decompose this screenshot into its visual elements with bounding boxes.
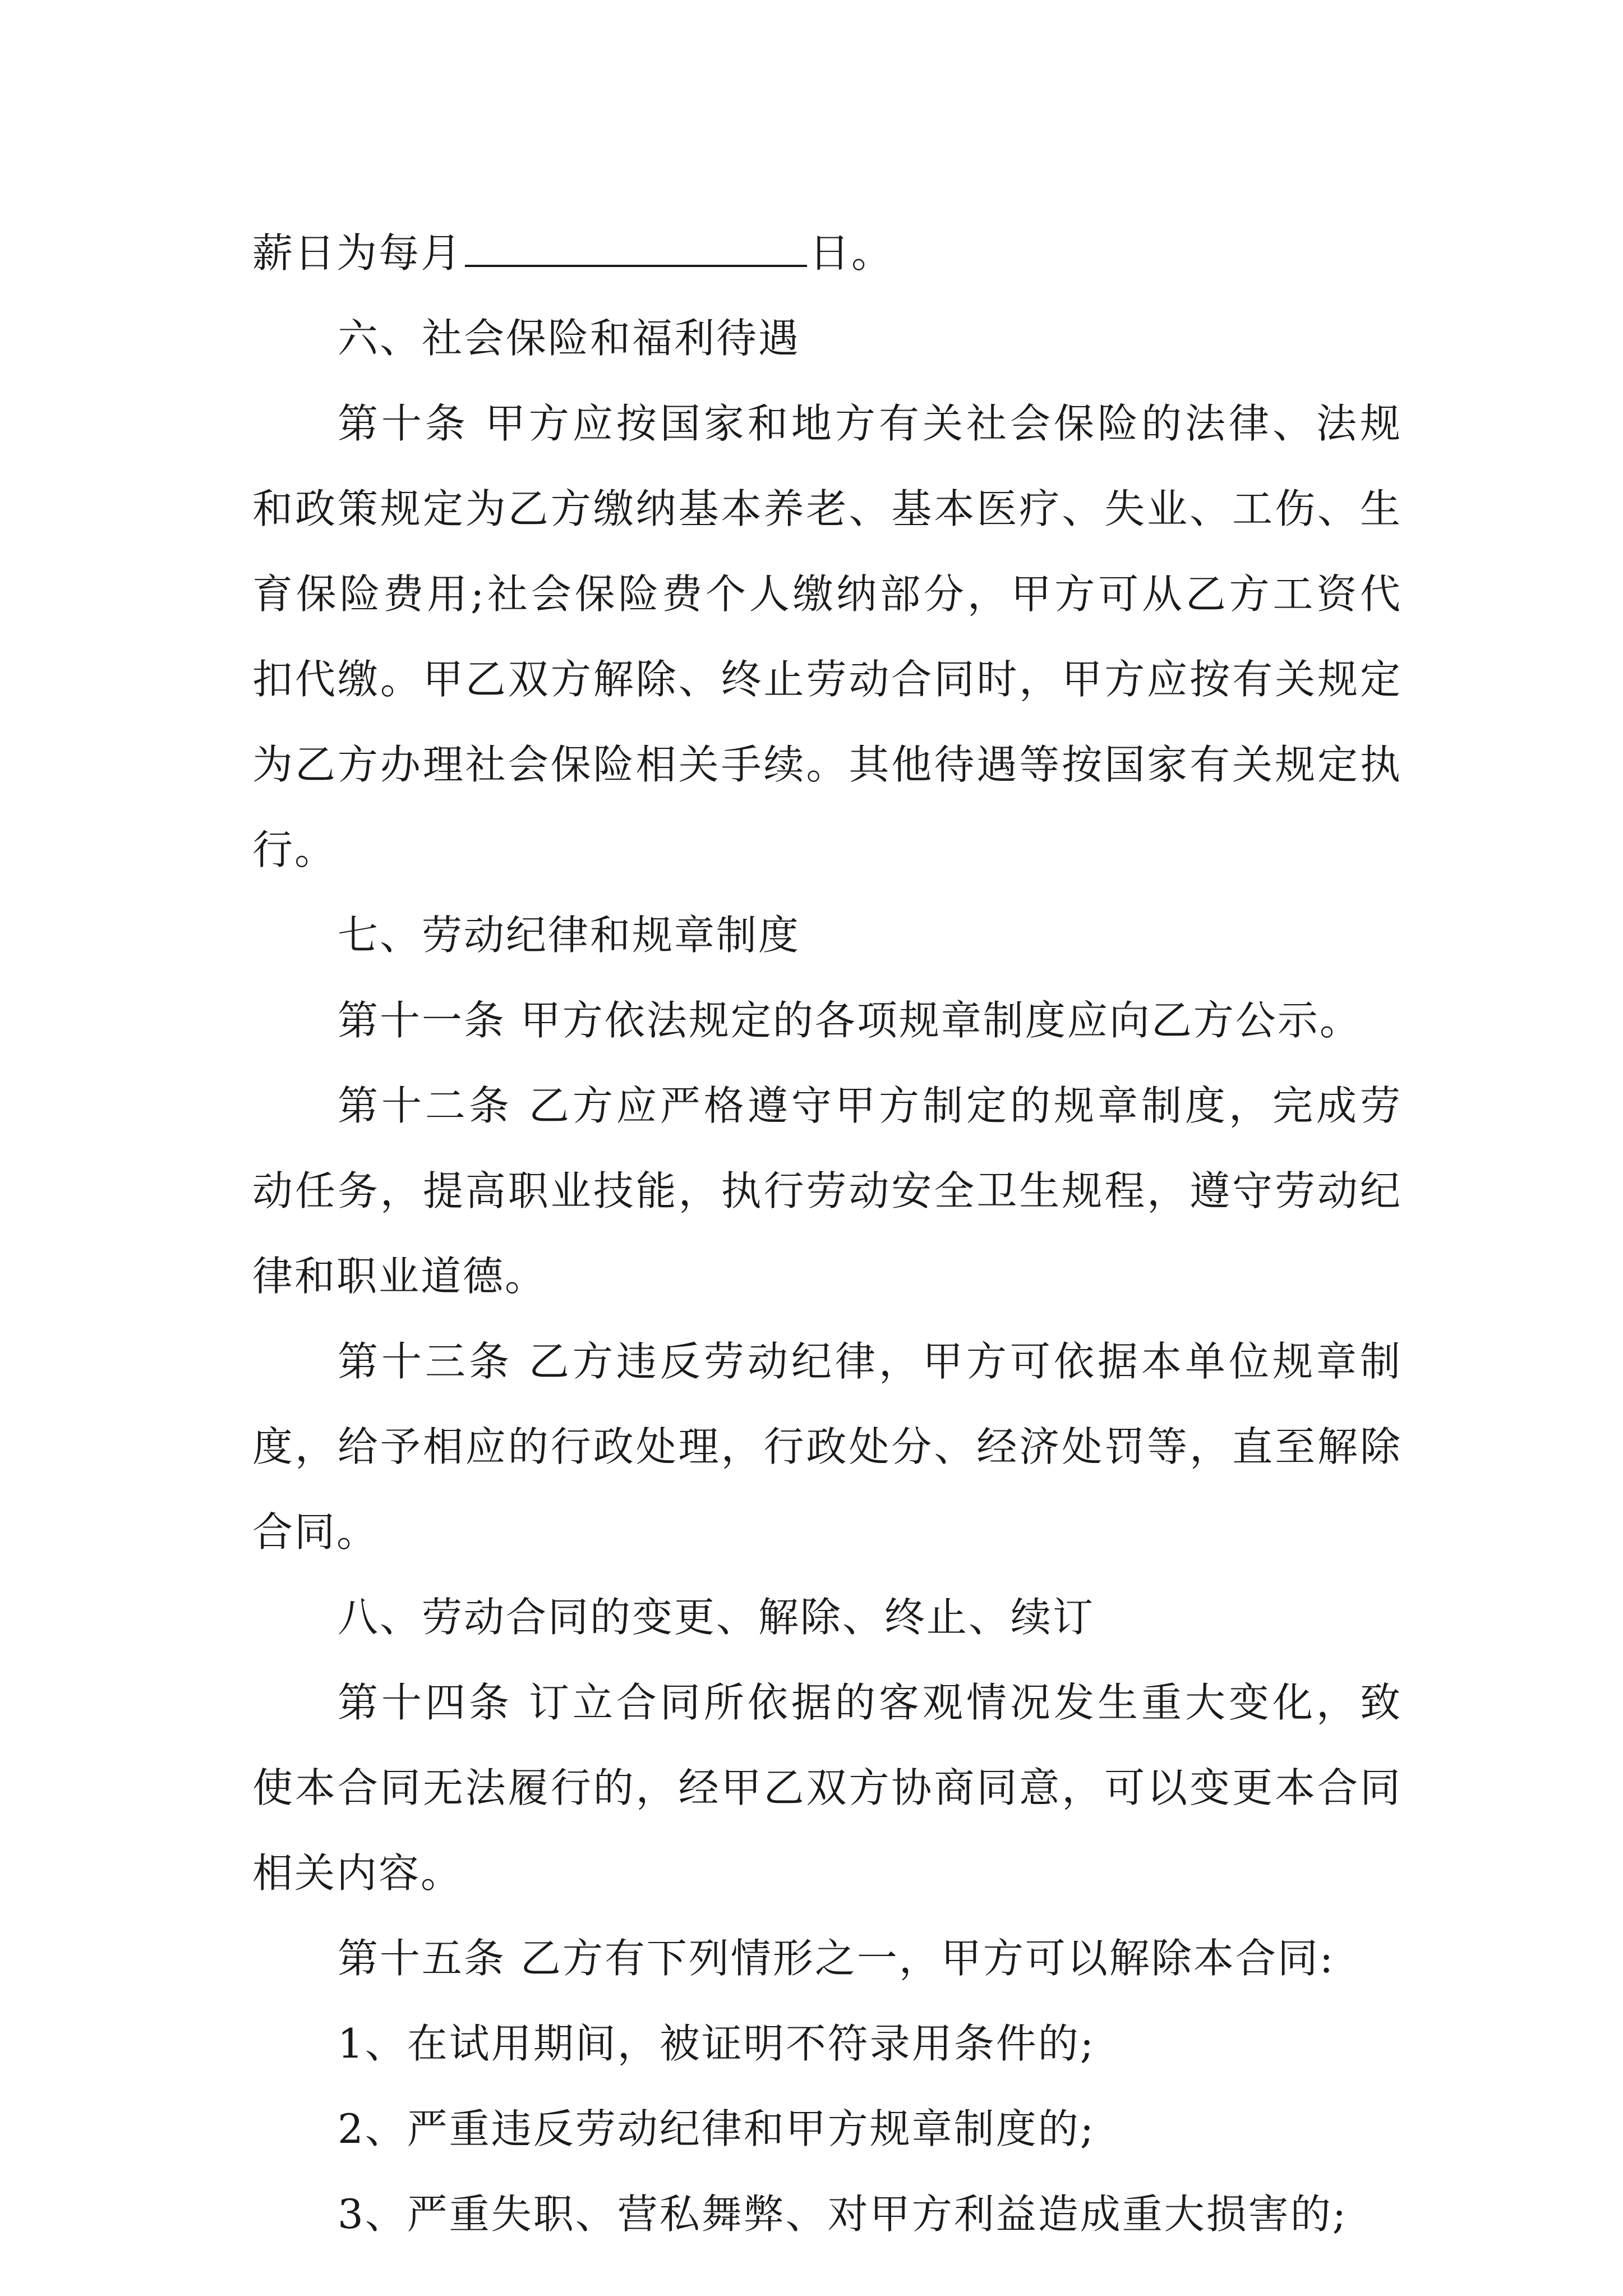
pay-day-line xyxy=(252,210,1402,296)
pay-day-suffix: 日。 xyxy=(809,229,894,277)
section-8-title: 八、劳动合同的变更、解除、终止、续订 xyxy=(338,1594,1095,1641)
pay-day-prefix: 薪日为每月 xyxy=(252,229,463,277)
pay-day-blank xyxy=(465,231,807,267)
list-item-1: 1、在试用期间，被证明不符录用条件的; xyxy=(338,2020,1096,2067)
article-14: 第十四条 订立合同所依据的客观情况发生重大变化，致使本合同无法履行的，经甲乙双方协商同意，可以变更本合同相关内容。 xyxy=(252,1679,1402,1897)
section-6-title: 六、社会保险和福利待遇 xyxy=(338,315,801,362)
list-item-3: 3、严重失职、营私舞弊、对甲方利益造成重大损害的; xyxy=(338,2191,1348,2238)
section-7-title: 七、劳动纪律和规章制度 xyxy=(338,912,801,959)
list-item-2: 2、严重违反劳动纪律和甲方规章制度的; xyxy=(338,2105,1096,2152)
article-13: 第十三条 乙方违反劳动纪律，甲方可依据本单位规章制度，给予相应的行政处理，行政处分、经济处罚等，直至解除合同。 xyxy=(252,1338,1402,1556)
article-15: 第十五条 乙方有下列情形之一，甲方可以解除本合同: xyxy=(338,1935,1335,1982)
document-body xyxy=(252,210,1402,2257)
article-11: 第十一条 甲方依法规定的各项规章制度应向乙方公示。 xyxy=(338,997,1362,1044)
article-10: 第十条 甲方应按国家和地方有关社会保险的法律、法规和政策规定为乙方缴纳基本养老、基本医疗、失业、工伤、生育保险费用;社会保险费个人缴纳部分，甲方可从乙方工资代扣代缴。甲乙双方解除、终止劳动合同时，甲方应按有关规定为乙方办理社会保险相关手续。其他待遇等按国家有关规定执行。 xyxy=(252,400,1402,873)
article-12: 第十二条 乙方应严格遵守甲方制定的规章制度，完成劳动任务，提高职业技能，执行劳动安全卫生规程，遵守劳动纪律和职业道德。 xyxy=(252,1082,1402,1300)
